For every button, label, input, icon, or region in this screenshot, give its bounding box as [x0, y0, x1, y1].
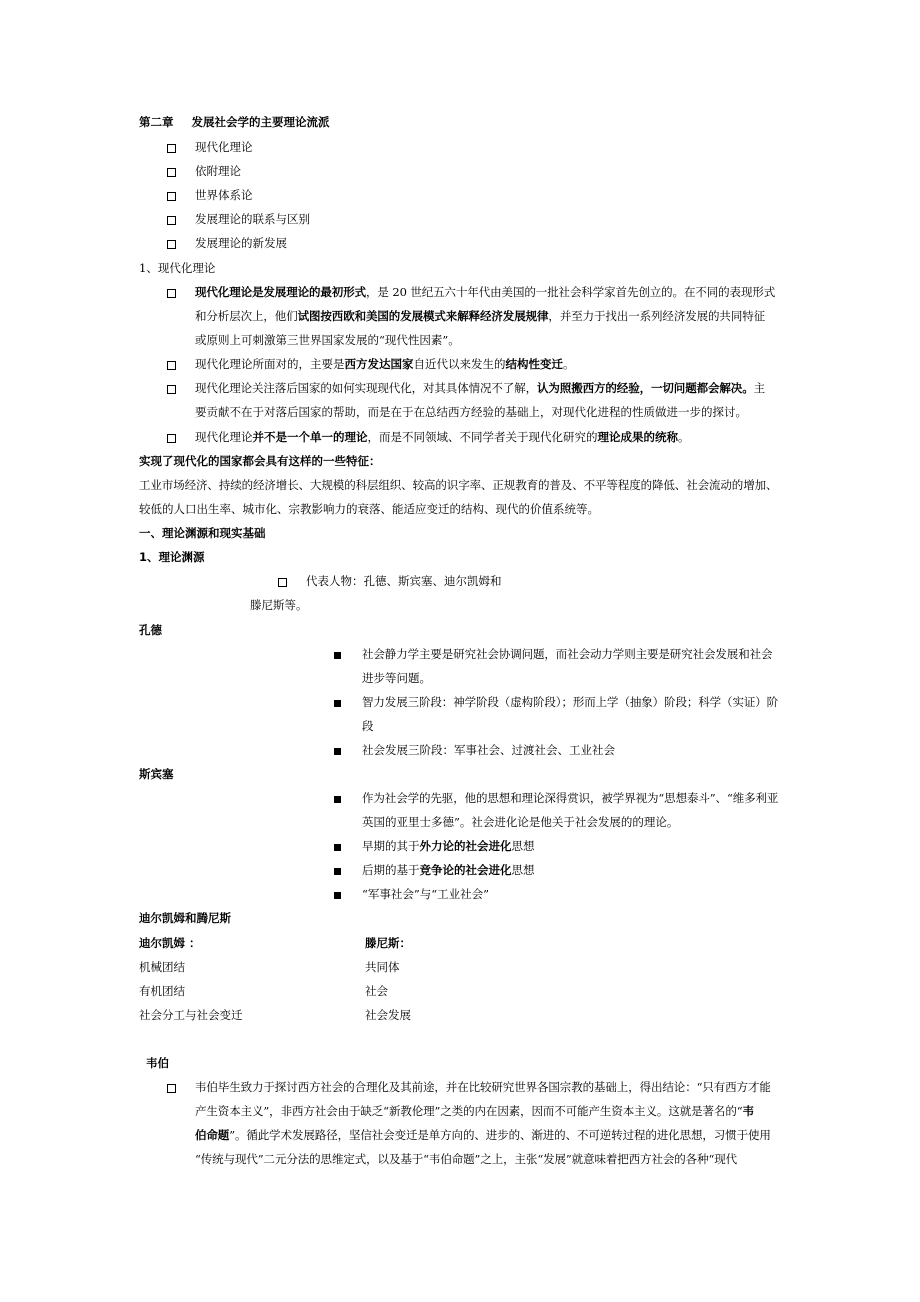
text: 思想 — [511, 839, 535, 853]
list-item: 进步等问题。 — [362, 671, 431, 685]
person-heading: 韦伯 — [146, 1056, 169, 1070]
bullet-icon — [278, 573, 287, 589]
list-item: 作为社会学的先驱，他的思想和理论深得赏识，被学界视为“思想泰斗”、“维多利亚 — [362, 791, 779, 805]
toc-bullet-icon — [167, 163, 176, 179]
emphasis: 西方发达国家 — [344, 357, 414, 371]
list-item — [362, 862, 535, 878]
text: 。 — [678, 430, 690, 444]
table-cell: 社会分工与社会变迁 — [139, 1008, 243, 1022]
emphasis: 竞争论的社会进化 — [419, 863, 512, 877]
text: 主 — [753, 381, 766, 395]
representatives-text: 代表人物：孔德、斯宾塞、迪尔凯姆和 — [306, 574, 502, 588]
list-item: 社会静力学主要是研究社会协调问题，而社会动力学则主要是研究社会发展和社会 — [362, 647, 773, 661]
emphasis: 现代化理论是发展理论的最初形式 — [195, 285, 366, 299]
paragraph-line — [195, 308, 765, 324]
person-heading: 迪尔凯姆和腾尼斯 — [139, 911, 231, 925]
chapter-number: 第二章 — [139, 115, 174, 129]
features-text: 较低的人口出生率、城市化、宗教影响力的衰落、能适应变迁的结构、现代的价值系统等。 — [139, 502, 599, 516]
bullet-icon — [167, 1079, 176, 1095]
column-heading: 迪尔凯姆 ： — [139, 936, 201, 950]
paragraph-line — [195, 1127, 771, 1143]
toc-bullet-icon — [167, 139, 176, 155]
toc-item: 现代化理论 — [195, 140, 253, 154]
text: 产生资本主义”，非西方社会由于缺乏“新教伦理”之类的内在因素，因而不可能产生资本主义。这就是著名的“ — [195, 1104, 743, 1118]
paragraph-line — [195, 356, 575, 372]
bullet-icon — [167, 356, 176, 372]
table-cell: 机械团结 — [139, 960, 185, 974]
list-item: 社会发展三阶段：军事社会、过渡社会、工业社会 — [362, 743, 615, 757]
emphasis: 伯命题 — [195, 1128, 230, 1142]
text: 和分析层次上，他们 — [195, 309, 298, 323]
text: 现代化理论关注落后国家的如何实现现代化，对其具体情况不了解， — [195, 381, 537, 395]
features-heading: 实现了现代化的国家都会具有这样的一些特征： — [139, 454, 381, 468]
toc-item: 发展理论的联系与区别 — [195, 212, 310, 226]
filled-square-bullet-icon — [334, 790, 341, 806]
emphasis: 并不是一个单一的理论 — [252, 430, 368, 444]
table-cell: 共同体 — [365, 960, 400, 974]
section-heading: 1、现代化理论 — [139, 261, 216, 275]
paragraph-line — [195, 1103, 754, 1119]
list-item: 智力发展三阶段：神学阶段（虚构阶段）；形而上学（抽象）阶段；科学（实证）阶 — [362, 695, 779, 709]
emphasis: 试图按西欧和美国的发展模式来解释经济发展规律 — [297, 309, 549, 323]
bullet-icon — [167, 429, 176, 445]
table-cell: 有机团结 — [139, 984, 185, 998]
emphasis: 韦 — [742, 1104, 754, 1118]
list-item: 英国的亚里士多德”。社会进化论是他关于社会发展的的理论。 — [362, 815, 679, 829]
emphasis: 结构性变迁 — [505, 357, 563, 371]
bullet-icon — [167, 380, 176, 396]
text: 现代化理论所面对的，主要是 — [195, 357, 345, 371]
text: ，并至力于找出一系列经济发展的共同特征 — [548, 309, 766, 323]
bullet-icon — [167, 284, 176, 300]
filled-square-bullet-icon — [334, 694, 341, 710]
features-text: 工业市场经济、持续的经济增长、大规模的科层组织、较高的识字率、正规教育的普及、不平等程度的降低、社会流动的增加、 — [139, 478, 778, 492]
toc-item: 世界体系论 — [195, 188, 253, 202]
toc-bullet-icon — [167, 211, 176, 227]
filled-square-bullet-icon — [334, 886, 341, 902]
subsection-heading: 1、理论渊源 — [139, 550, 205, 564]
person-heading: 斯宾塞 — [139, 767, 174, 781]
chapter-title: 发展社会学的主要理论流派 — [191, 115, 330, 129]
paragraph-line: “传统与现代”二元分法的思维定式，以及基于“韦伯命题”之上，主张“发展”就意味着把西方社会的各种“现代 — [195, 1152, 738, 1166]
text: 后期的基于 — [362, 863, 420, 877]
paragraph-line — [195, 284, 775, 300]
filled-square-bullet-icon — [334, 838, 341, 854]
text: 自近代以来发生的 — [413, 357, 506, 371]
paragraph-line — [195, 429, 690, 445]
list-item: 段 — [362, 719, 374, 733]
paragraph-line: 或原则上可刺激第三世界国家发展的“现代性因素”。 — [195, 333, 460, 347]
toc-item: 发展理论的新发展 — [195, 236, 287, 250]
toc-bullet-icon — [167, 235, 176, 251]
list-item: “军事社会”与“工业社会” — [362, 887, 490, 901]
text: ”。循此学术发展路径，坚信社会变迁是单方向的、进步的、渐进的、不可逆转过程的进化思想，习惯于使用 — [229, 1128, 771, 1142]
text: 早期的其于 — [362, 839, 420, 853]
filled-square-bullet-icon — [334, 646, 341, 662]
emphasis: 外力论的社会进化 — [419, 839, 512, 853]
text: ，而是不同领域、不同学者关于现代化研究的 — [367, 430, 598, 444]
text: 。 — [563, 357, 575, 371]
paragraph-line: 要贡献不在于对落后国家的帮助，而是在于在总结西方经验的基础上，对现代化进程的性质做进一步的探讨。 — [195, 405, 747, 419]
part-heading: 一、理论渊源和现实基础 — [139, 526, 266, 540]
filled-square-bullet-icon — [334, 862, 341, 878]
chapter-heading — [139, 114, 330, 130]
emphasis: 认为照搬西方的经验，一切问题都会解决。 — [537, 381, 754, 395]
text: 现代化理论 — [195, 430, 253, 444]
table-cell: 社会 — [365, 984, 388, 998]
table-cell: 社会发展 — [365, 1008, 411, 1022]
toc-item: 依附理论 — [195, 164, 241, 178]
paragraph-line: 韦伯毕生致力于探讨西方社会的合理化及其前途，并在比较研究世界各国宗教的基础上，得出结论：“只有西方才能 — [195, 1080, 771, 1094]
filled-square-bullet-icon — [334, 742, 341, 758]
column-heading: 滕尼斯： — [365, 936, 411, 950]
list-item — [362, 838, 535, 854]
text: 思想 — [511, 863, 535, 877]
emphasis: 理论成果的统称 — [597, 430, 678, 444]
representatives-text: 滕尼斯等。 — [250, 598, 308, 612]
person-heading: 孔德 — [139, 623, 162, 637]
paragraph-line — [195, 380, 765, 396]
text: ，是 20 世纪五六十年代由美国的一批社会科学家首先创立的。在不同的表现形式 — [366, 285, 776, 299]
toc-bullet-icon — [167, 187, 176, 203]
